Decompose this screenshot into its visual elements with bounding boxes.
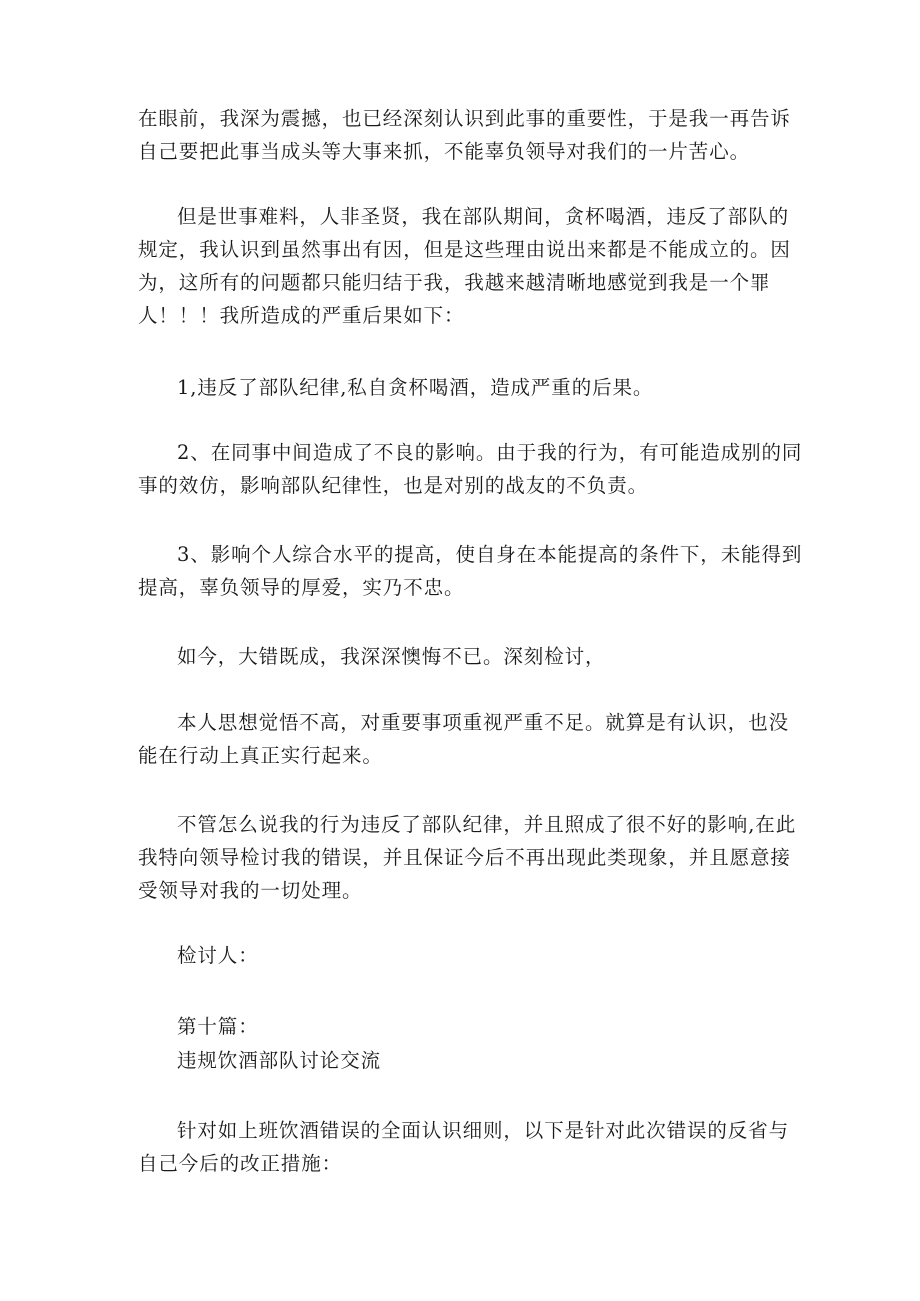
paragraph-line: 我特向领导检讨我的错误，并且保证今后不再出现此类现象，并且愿意接 [138,846,791,869]
list-item: 2、在同事中间造成了不良的影响。由于我的行为，有可能造成别的同 [177,441,803,464]
list-item-continuation: 提高，辜负领导的厚爱，实乃不忠。 [138,576,465,599]
signature-label: 检讨人： [177,944,259,967]
paragraph-line: 人！！！我所造成的严重后果如下： [138,304,465,327]
paragraph-line: 为，这所有的问题都只能归结于我，我越来越清晰地感觉到我是一个罪 [138,271,771,294]
list-item: 3、影响个人综合水平的提高，使自身在本能提高的条件下，未能得到 [177,543,803,566]
paragraph-line: 如今，大错既成，我深深懊悔不已。深刻检讨， [177,645,606,668]
list-item-continuation: 事的效仿，影响部队纪律性，也是对别的战友的不负责。 [138,474,649,497]
section-title: 违规饮酒部队讨论交流 [177,1049,382,1072]
section-heading: 第十篇： [177,1015,259,1038]
paragraph-line: 本人思想觉悟不高，对重要事项重视严重不足。就算是有认识，也没 [177,711,790,734]
list-item: 1,违反了部队纪律,私自贪杯喝酒，造成严重的后果。 [177,376,654,399]
paragraph-line: 自己今后的改正措施： [138,1152,343,1175]
paragraph-line: 自己要把此事当成头等大事来抓，不能辜负领导对我们的一片苦心。 [138,140,751,163]
paragraph-line: 能在行动上真正实行起来。 [138,744,383,767]
paragraph-line: 受领导对我的一切处理。 [138,879,363,902]
paragraph-line: 针对如上班饮酒错误的全面认识细则，以下是针对此次错误的反省与 [177,1119,790,1142]
paragraph-line: 规定，我认识到虽然事出有因，但是这些理由说出来都是不能成立的。因 [138,238,791,261]
paragraph-line: 在眼前，我深为震撼，也已经深刻认识到此事的重要性，于是我一再告诉 [138,107,791,130]
paragraph-line: 不管怎么说我的行为违反了部队纪律，并且照成了很不好的影响,在此 [177,813,797,836]
paragraph-line: 但是世事难料，人非圣贤，我在部队期间，贪杯喝酒，违反了部队的 [177,205,790,228]
